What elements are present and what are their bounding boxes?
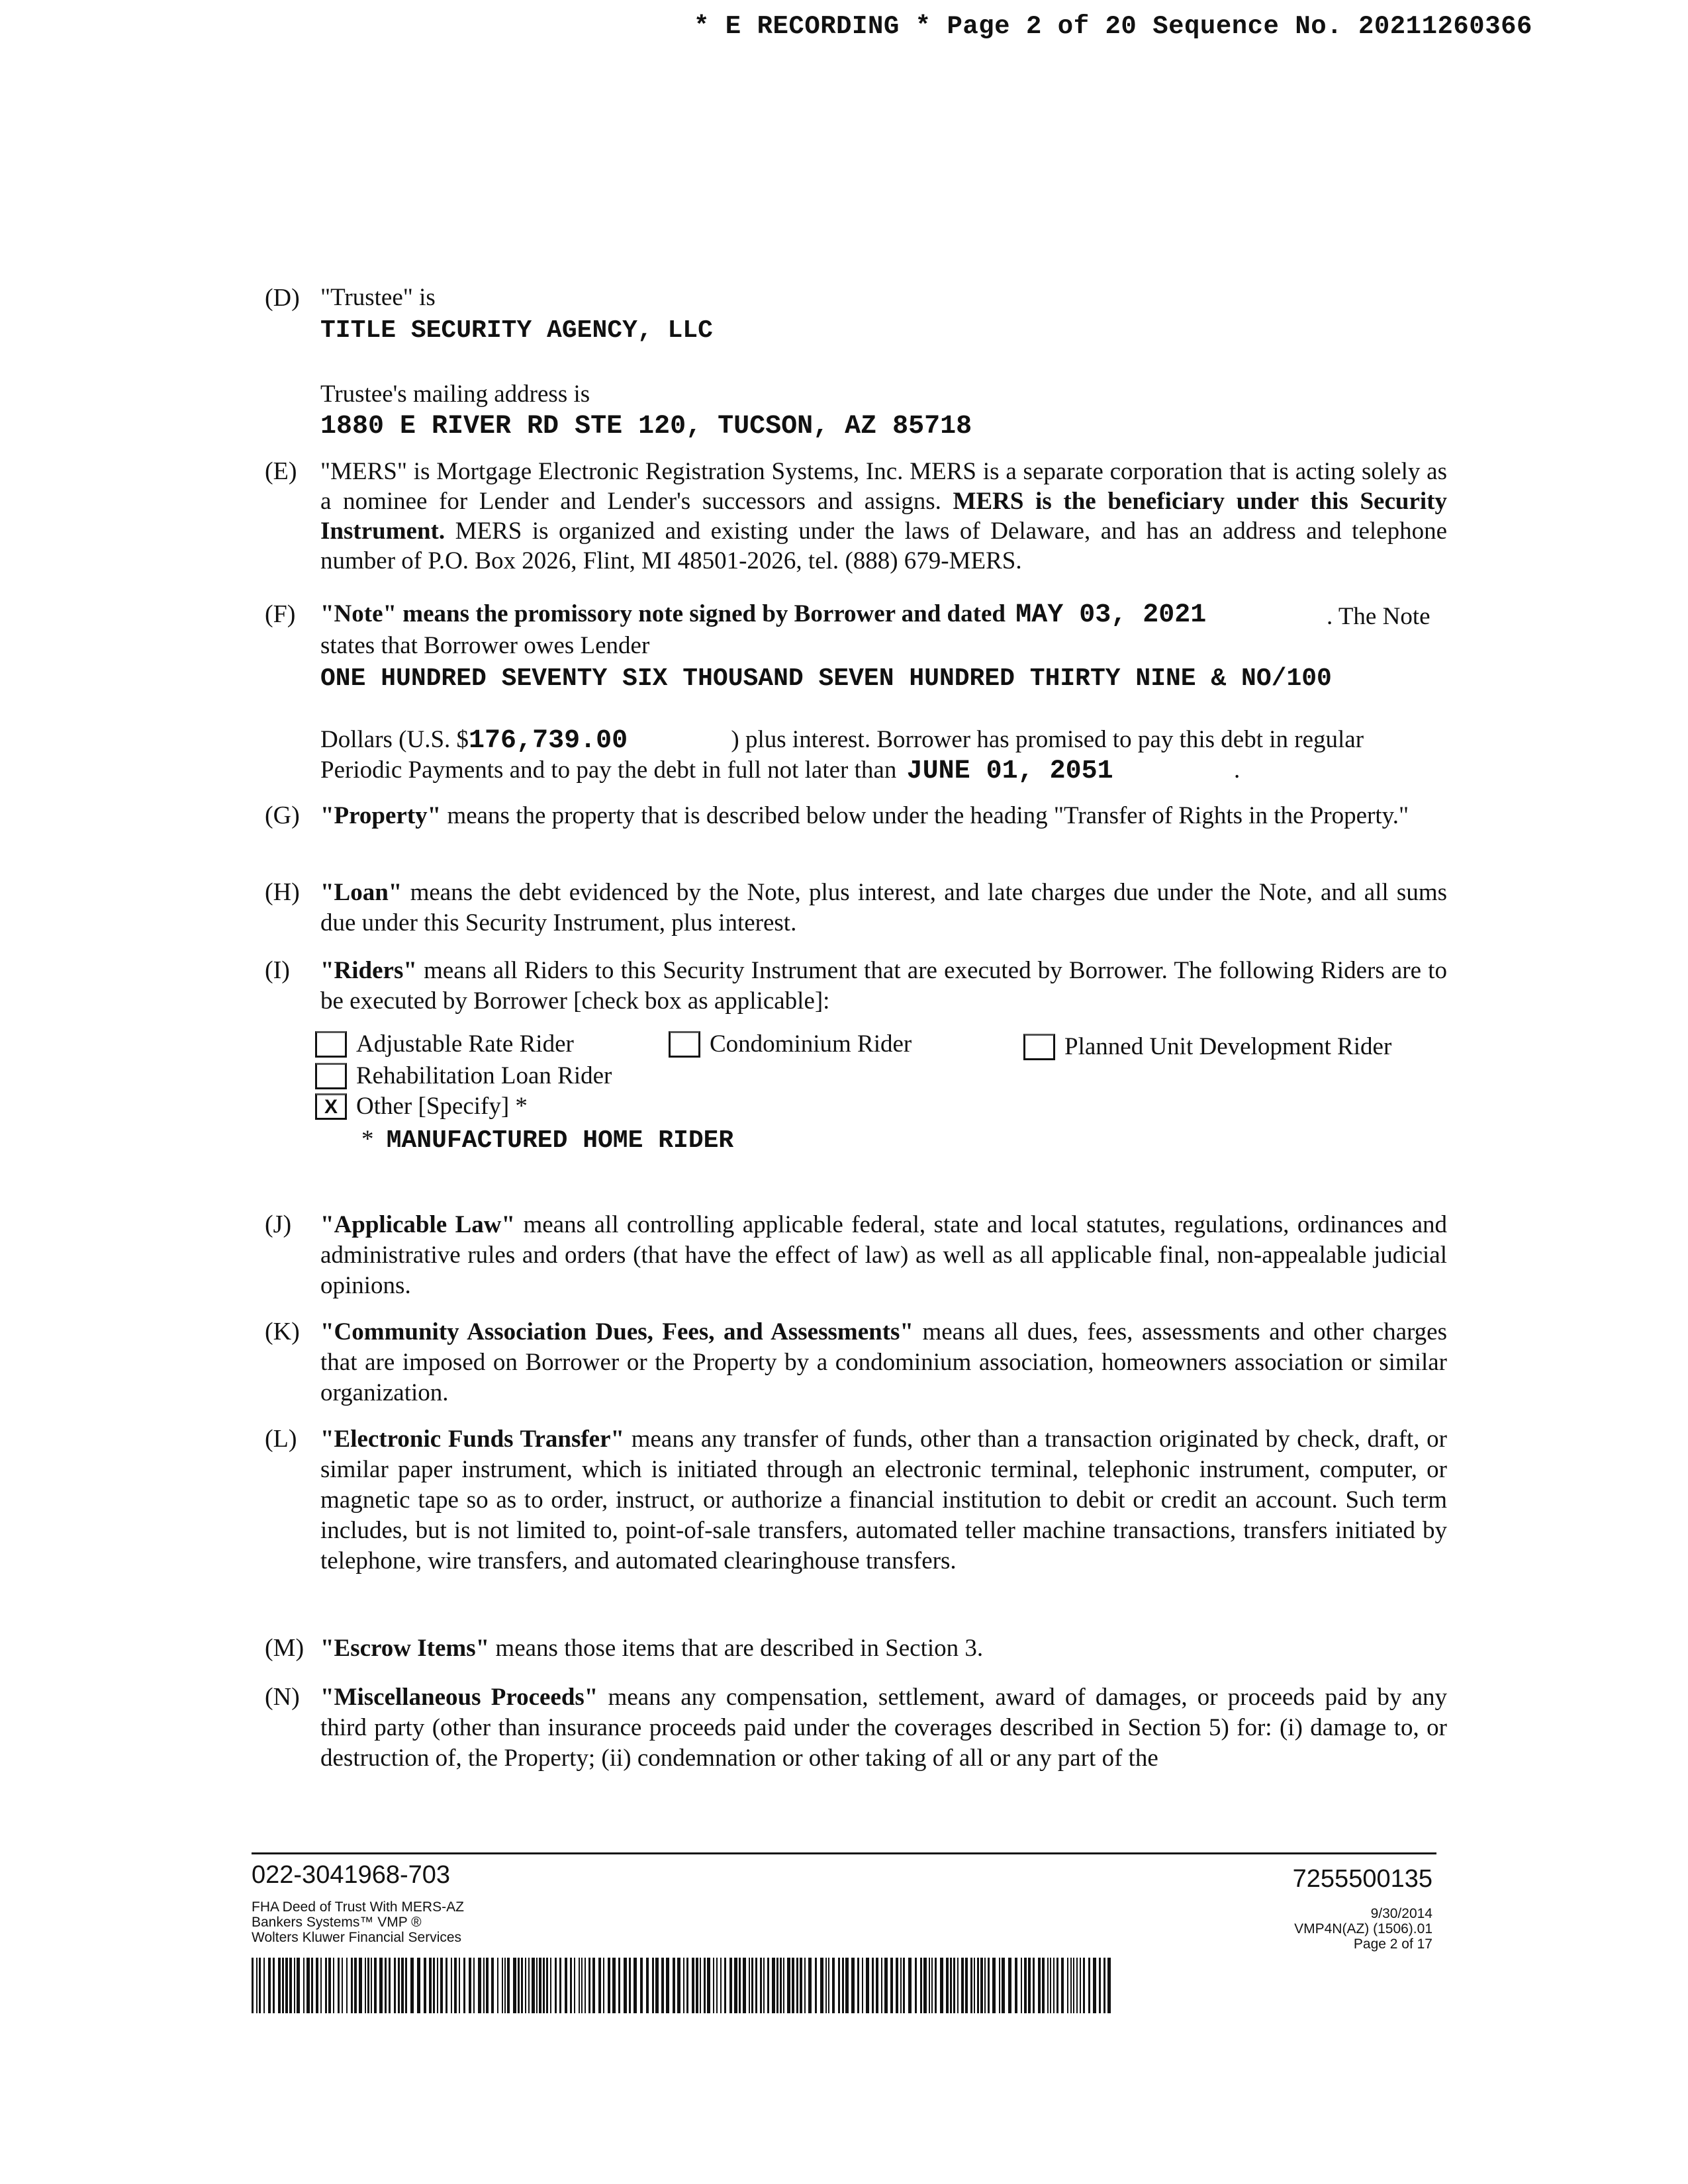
section-f-text-3: states that Borrower owes Lender	[320, 632, 650, 659]
barcode-bar	[908, 1958, 912, 2013]
planned-unit-checkbox[interactable]	[1023, 1034, 1055, 1060]
barcode-bar	[1028, 1958, 1031, 2013]
barcode-bar	[965, 1958, 968, 2013]
section-j-body: means all controlling applicable federal, state and local statutes, regulations, ordinances and administrative rules and orders (that have the effect of law) as well as all applicable final, non-appealable judicial opinions.	[320, 1211, 1447, 1299]
barcode-bar	[268, 1958, 271, 2013]
barcode-bar	[1021, 1958, 1022, 2013]
barcode-bar	[1067, 1958, 1068, 2013]
barcode-bar	[338, 1958, 340, 2013]
barcode-bar	[1050, 1958, 1051, 2013]
barcode-bar	[929, 1958, 930, 2013]
rider-rehabilitation	[315, 1062, 612, 1090]
barcode-bar	[673, 1958, 675, 2013]
barcode-bar	[743, 1958, 746, 2013]
barcode-bar	[546, 1958, 548, 2013]
barcode-bar	[1038, 1958, 1041, 2013]
document-id: 7255500135	[1292, 1865, 1432, 1893]
barcode-bar	[559, 1958, 561, 2013]
dollars-prefix: Dollars (U.S. $	[320, 726, 469, 753]
barcode-bar	[692, 1958, 694, 2013]
barcode-bar	[282, 1958, 284, 2013]
other-rider-name: MANUFACTURED HOME RIDER	[386, 1126, 734, 1155]
loan-amount: 176,739.00	[469, 726, 628, 756]
barcode-bar	[359, 1958, 362, 2013]
rider-planned-unit	[1023, 1032, 1391, 1061]
barcode-bar	[570, 1958, 572, 2013]
rider-condominium	[669, 1030, 912, 1058]
section-n-label: (N)	[265, 1683, 300, 1711]
barcode-bar	[984, 1958, 986, 2013]
barcode-bar	[483, 1958, 485, 2013]
barcode-bar	[734, 1958, 737, 2013]
barcode-bar	[459, 1958, 460, 2013]
barcode-bar	[521, 1958, 523, 2013]
barcode-bar	[311, 1958, 313, 2013]
barcode-bar	[306, 1958, 310, 2013]
barcode-bar	[776, 1958, 778, 2013]
section-n-body: means any compensation, settlement, award of damages, or proceeds paid by any third party (other than insurance proceeds paid under the coverages described in Section 5) for: (i) damage to, or destruction of, the Property; (ii) condemnation or other taking of all or any part of the	[320, 1684, 1447, 1772]
barcode-bar	[772, 1958, 775, 2013]
barcode-bar	[316, 1958, 318, 2013]
barcode-bar	[950, 1958, 952, 2013]
barcode-bar	[263, 1958, 265, 2013]
form-page: Page 2 of 17	[1353, 1936, 1432, 1952]
barcode-bar	[256, 1958, 258, 2013]
barcode-bar	[749, 1958, 750, 2013]
barcode-bar	[755, 1958, 757, 2013]
section-f-dollars-line	[320, 725, 1447, 756]
section-e-bold: MERS is the beneficiary under this Security Instrument.	[320, 488, 1447, 545]
barcode-bar	[1053, 1958, 1055, 2013]
barcode-bar	[518, 1958, 520, 2013]
barcode-bar	[365, 1958, 366, 2013]
barcode-bar	[550, 1958, 551, 2013]
barcode-bar	[820, 1958, 823, 2013]
section-e-text-1: "MERS" is Mortgage Electronic Registration Systems, Inc. MERS is a separate corporation that is acting solely as a nominee for Lender and Lender's successors and assigns.	[320, 458, 1447, 515]
section-m-body: means those items that are described in Section 3.	[489, 1635, 984, 1662]
barcode-bar	[1076, 1958, 1078, 2013]
barcode-bar	[278, 1958, 281, 2013]
barcode-bar	[303, 1958, 305, 2013]
barcode-bar	[405, 1958, 407, 2013]
barcode-bar	[342, 1958, 343, 2013]
section-g-body: means the property that is described below under the heading "Transfer of Rights in the Property."	[441, 802, 1409, 829]
barcode-bar	[1099, 1958, 1101, 2013]
amount-in-words: ONE HUNDRED SEVENTY SIX THOUSAND SEVEN HUNDRED THIRTY NINE & NO/100	[320, 664, 1332, 693]
trustee-address: 1880 E RIVER RD STE 120, TUCSON, AZ 85718	[320, 412, 972, 441]
barcode-bar	[800, 1958, 802, 2013]
barcode-bar	[724, 1958, 726, 2013]
barcode-bar	[866, 1958, 869, 2013]
barcode-bar	[661, 1958, 664, 2013]
barcode-bar	[618, 1958, 620, 2013]
barcode-bar	[896, 1958, 898, 2013]
barcode-bar	[1042, 1958, 1045, 2013]
section-h-text	[320, 878, 1447, 938]
form-publisher: Bankers Systems™ VMP ®	[252, 1915, 422, 1930]
barcode-bar	[374, 1958, 377, 2013]
barcode-bar	[1093, 1958, 1096, 2013]
barcode-bar	[729, 1958, 732, 2013]
barcode-bar	[273, 1958, 275, 2013]
other-checkbox[interactable]: X	[315, 1093, 347, 1120]
barcode-bar	[565, 1958, 567, 2013]
barcode-bar	[923, 1958, 927, 2013]
barcode-bar	[574, 1958, 575, 2013]
barcode-bar	[862, 1958, 863, 2013]
barcode-bar	[999, 1958, 1000, 2013]
barcode-bar	[1061, 1958, 1064, 2013]
barcode-bar	[539, 1958, 541, 2013]
section-k-text	[320, 1317, 1447, 1408]
barcode-bar	[486, 1958, 489, 2013]
barcode-bar	[751, 1958, 753, 2013]
barcode-bar	[796, 1958, 798, 2013]
barcode-bar	[970, 1958, 972, 2013]
barcode-bar	[808, 1958, 812, 2013]
barcode-bar	[783, 1958, 784, 2013]
barcode-bar	[961, 1958, 964, 2013]
barcode-bar	[507, 1958, 510, 2013]
barcode-bar	[325, 1958, 327, 2013]
barcode-bar	[371, 1958, 372, 2013]
barcode-bar	[585, 1958, 586, 2013]
barcode-bar	[940, 1958, 943, 2013]
barcode-bar	[379, 1958, 383, 2013]
barcode-bar	[437, 1958, 438, 2013]
barcode-bar	[536, 1958, 538, 2013]
barcode-bar	[297, 1958, 300, 2013]
form-info-left	[252, 1899, 464, 1945]
rider-other	[315, 1092, 528, 1120]
footer-divider	[252, 1852, 1436, 1854]
barcode-bar	[579, 1958, 580, 2013]
barcode-bar	[328, 1958, 331, 2013]
recording-header: * E RECORDING * Page 2 of 20 Sequence No. 20211260366	[694, 12, 1532, 41]
barcode-bar	[252, 1958, 254, 2013]
barcode-bar	[946, 1958, 949, 2013]
barcode-bar	[629, 1958, 631, 2013]
section-l-body: means any transfer of funds, other than a transaction originated by check, draft, or similar paper instrument, which is initiated through an electronic terminal, telephonic instrument, computer, or magnetic tape so as to order, instruct, or authorize a financial institution to debit or credit an account. Such term includes, but is not limited to, point-of-sale transfers, automated teller machine transactions, transfers initiated by telephone, wire transfers, and automated clearinghouse transfers.	[320, 1426, 1447, 1574]
barcode-bar	[845, 1958, 849, 2013]
adjustable-rate-checkbox[interactable]	[315, 1031, 347, 1058]
barcode-bar	[1083, 1958, 1085, 2013]
barcode-bar	[624, 1958, 627, 2013]
barcode-bar	[398, 1958, 400, 2013]
barcode-bar	[532, 1958, 535, 2013]
barcode-bar	[469, 1958, 471, 2013]
barcode-bar	[401, 1958, 404, 2013]
barcode-bar	[1047, 1958, 1049, 2013]
form-vendor: Wolters Kluwer Financial Services	[252, 1930, 462, 1945]
barcode-bar	[351, 1958, 353, 2013]
barcode-bar	[931, 1958, 933, 2013]
barcode-bar	[473, 1958, 475, 2013]
form-date: 9/30/2014	[1370, 1906, 1432, 1921]
section-f-label: (F)	[265, 600, 296, 628]
barcode-bar	[704, 1958, 706, 2013]
barcode-bar	[445, 1958, 447, 2013]
barcode-bar	[935, 1958, 937, 2013]
section-f-text-2: . The Note	[1327, 603, 1430, 630]
form-code: VMP4N(AZ) (1506).01	[1294, 1921, 1432, 1936]
barcode-bar	[588, 1958, 590, 2013]
barcode-bar	[354, 1958, 357, 2013]
section-g-text	[320, 801, 1447, 831]
barcode-bar	[454, 1958, 457, 2013]
barcode-bar	[713, 1958, 714, 2013]
barcode-bar	[1056, 1958, 1058, 2013]
barcode-bar	[832, 1958, 835, 2013]
condominium-label: Condominium Rider	[710, 1030, 912, 1058]
trustee-name: TITLE SECURITY AGENCY, LLC	[320, 316, 713, 345]
barcode-bar	[581, 1958, 583, 2013]
barcode-bar	[346, 1958, 348, 2013]
adjustable-rate-label: Adjustable Rate Rider	[356, 1030, 574, 1058]
section-f-text-1: "Note" means the promissory note signed by Borrower and dated	[320, 600, 1006, 627]
barcode-bar	[1070, 1958, 1072, 2013]
barcode-bar	[497, 1958, 498, 2013]
barcode-bar	[633, 1958, 637, 2013]
barcode-bar	[555, 1958, 557, 2013]
other-label: Other [Specify] *	[356, 1093, 528, 1120]
barcode-bar	[1008, 1958, 1011, 2013]
barcode-bar	[592, 1958, 595, 2013]
barcode-bar	[491, 1958, 494, 2013]
barcode-bar	[289, 1958, 292, 2013]
barcode-bar	[760, 1958, 762, 2013]
barcode-bar	[385, 1958, 387, 2013]
barcode-bar	[792, 1958, 794, 2013]
barcode-bar	[825, 1958, 827, 2013]
barcode-bar	[424, 1958, 426, 2013]
barcode-bar	[881, 1958, 882, 2013]
section-h-label: (H)	[265, 878, 300, 906]
barcode-bar	[953, 1958, 955, 2013]
barcode-bar	[900, 1958, 902, 2013]
barcode-bar	[696, 1958, 698, 2013]
barcode-bar	[429, 1958, 432, 2013]
note-date: MAY 03, 2021	[1015, 600, 1207, 630]
section-i-text	[320, 956, 1447, 1017]
barcode-bar	[851, 1958, 855, 2013]
section-k-bold: "Community Association Dues, Fees, and Assessments"	[320, 1318, 914, 1345]
section-n-bold: "Miscellaneous Proceeds"	[320, 1684, 598, 1711]
form-info-right	[1294, 1906, 1432, 1952]
section-j-bold: "Applicable Law"	[320, 1211, 516, 1238]
barcode-bar	[838, 1958, 840, 2013]
barcode-bar	[804, 1958, 806, 2013]
section-f-line-4	[320, 756, 1113, 786]
other-rider-detail	[361, 1125, 733, 1155]
barcode-bar	[988, 1958, 990, 2013]
barcode-bar	[478, 1958, 481, 2013]
barcode-bar	[433, 1958, 435, 2013]
other-detail-asterisk: *	[361, 1126, 374, 1153]
section-e-label: (E)	[265, 457, 297, 485]
barcode-bar	[603, 1958, 604, 2013]
barcode-bar	[1024, 1958, 1027, 2013]
barcode-bar	[1080, 1958, 1081, 2013]
barcode-bar	[767, 1958, 769, 2013]
barcode-bar	[716, 1958, 718, 2013]
section-k-label: (K)	[265, 1318, 300, 1345]
section-l-text	[320, 1424, 1447, 1576]
section-g-bold: "Property"	[320, 802, 442, 829]
section-i-label: (I)	[265, 956, 290, 984]
barcode-bar	[974, 1958, 975, 2013]
section-l-bold: "Electronic Funds Transfer"	[320, 1426, 625, 1453]
section-g-label: (G)	[265, 801, 300, 829]
barcode-bar	[417, 1958, 420, 2013]
barcode-bar	[980, 1958, 983, 2013]
barcode-bar	[957, 1958, 959, 2013]
section-j-text	[320, 1210, 1447, 1301]
section-f-text-4: Periodic Payments and to pay the debt in full not later than	[320, 756, 897, 784]
trustee-address-label: Trustee's mailing address is	[320, 381, 590, 408]
barcode-bar	[1015, 1958, 1017, 2013]
barcode-bar	[720, 1958, 722, 2013]
maturity-date: JUNE 01, 2051	[906, 756, 1113, 786]
section-m-label: (M)	[265, 1634, 305, 1662]
barcode-bar	[828, 1958, 829, 2013]
barcode-bar	[451, 1958, 452, 2013]
barcode-bar	[1088, 1958, 1090, 2013]
barcode-bar	[608, 1958, 610, 2013]
barcode-bar	[739, 1958, 741, 2013]
section-l-label: (L)	[265, 1425, 297, 1453]
section-m-text	[320, 1633, 1447, 1664]
barcode-bar	[504, 1958, 506, 2013]
condominium-checkbox[interactable]	[669, 1031, 700, 1058]
rider-adjustable-rate	[315, 1030, 574, 1058]
barcode-bar	[920, 1958, 922, 2013]
barcode-bar	[259, 1958, 261, 2013]
barcode-bar	[389, 1958, 391, 2013]
barcode-bar	[528, 1958, 530, 2013]
barcode-bar	[992, 1958, 996, 2013]
barcode-bar	[876, 1958, 878, 2013]
barcode-bar	[1103, 1958, 1105, 2013]
barcode-bar	[915, 1958, 917, 2013]
barcode-bar	[666, 1958, 669, 2013]
barcode-bar	[677, 1958, 680, 2013]
barcode-bar	[977, 1958, 979, 2013]
barcode-bar	[333, 1958, 334, 2013]
section-h-bold: "Loan"	[320, 879, 402, 906]
barcode-bar	[787, 1958, 790, 2013]
barcode-bar	[815, 1958, 817, 2013]
section-f-text-5: .	[1234, 756, 1241, 784]
barcode-bar	[763, 1958, 765, 2013]
barcode-bar	[683, 1958, 684, 2013]
section-i-bold: "Riders"	[320, 957, 417, 984]
planned-unit-label: Planned Unit Development Rider	[1064, 1033, 1392, 1060]
barcode-bar	[652, 1958, 654, 2013]
barcode-bar	[463, 1958, 465, 2013]
barcode-bar	[612, 1958, 616, 2013]
barcode-bar	[320, 1958, 322, 2013]
section-j-label: (J)	[265, 1210, 292, 1238]
barcode-bar	[513, 1958, 516, 2013]
section-e-text	[320, 457, 1447, 576]
barcode-bar	[1033, 1958, 1035, 2013]
barcode-bar	[1002, 1958, 1005, 2013]
barcode-bar	[394, 1958, 396, 2013]
rehabilitation-label: Rehabilitation Loan Rider	[356, 1062, 612, 1089]
barcode-bar	[502, 1958, 503, 2013]
barcode	[252, 1958, 1112, 2013]
form-title: FHA Deed of Trust With MERS-AZ	[252, 1899, 464, 1915]
section-n-text	[320, 1682, 1447, 1774]
section-f-line-1	[320, 600, 1206, 630]
dollars-suffix: ) plus interest. Borrower has promised to pay this debt in regular	[731, 726, 1364, 753]
barcode-bar	[700, 1958, 701, 2013]
barcode-bar	[525, 1958, 526, 2013]
section-m-bold: "Escrow Items"	[320, 1635, 490, 1662]
barcode-bar	[640, 1958, 643, 2013]
barcode-bar	[890, 1958, 893, 2013]
barcode-bar	[285, 1958, 288, 2013]
barcode-bar	[655, 1958, 659, 2013]
barcode-bar	[842, 1958, 844, 2013]
barcode-bar	[598, 1958, 601, 2013]
barcode-bar	[872, 1958, 874, 2013]
section-d-label: (D)	[265, 284, 300, 312]
barcode-bar	[543, 1958, 545, 2013]
rehabilitation-checkbox[interactable]	[315, 1063, 347, 1089]
barcode-bar	[780, 1958, 782, 2013]
barcode-bar	[410, 1958, 414, 2013]
section-k-body: means all dues, fees, assessments and other charges that are imposed on Borrower or the Property by a condominium association, homeowners association or similar organization.	[320, 1318, 1447, 1406]
loan-number: 022-3041968-703	[252, 1861, 451, 1889]
barcode-bar	[294, 1958, 295, 2013]
barcode-bar	[903, 1958, 905, 2013]
barcode-bar	[440, 1958, 443, 2013]
barcode-bar	[857, 1958, 859, 2013]
barcode-bar	[686, 1958, 688, 2013]
barcode-bar	[646, 1958, 649, 2013]
barcode-bar	[1073, 1958, 1074, 2013]
barcode-bar	[884, 1958, 888, 2013]
barcode-bar	[367, 1958, 369, 2013]
section-e-text-2: MERS is organized and existing under the laws of Delaware, and has an address and telephone number of P.O. Box 2026, Flint, MI 48501-2026, tel. (888) 679-MERS.	[320, 518, 1447, 574]
trustee-heading: "Trustee" is	[320, 284, 436, 311]
section-h-body: means the debt evidenced by the Note, plus interest, and late charges due under the Note, and all sums due under this Security Instrument, plus interest.	[320, 879, 1447, 936]
section-i-body: means all Riders to this Security Instrument that are executed by Borrower. The following Riders are to be executed by Borrower [check box as applicable]:	[320, 957, 1447, 1015]
barcode-bar	[707, 1958, 710, 2013]
barcode-bar	[1107, 1958, 1111, 2013]
